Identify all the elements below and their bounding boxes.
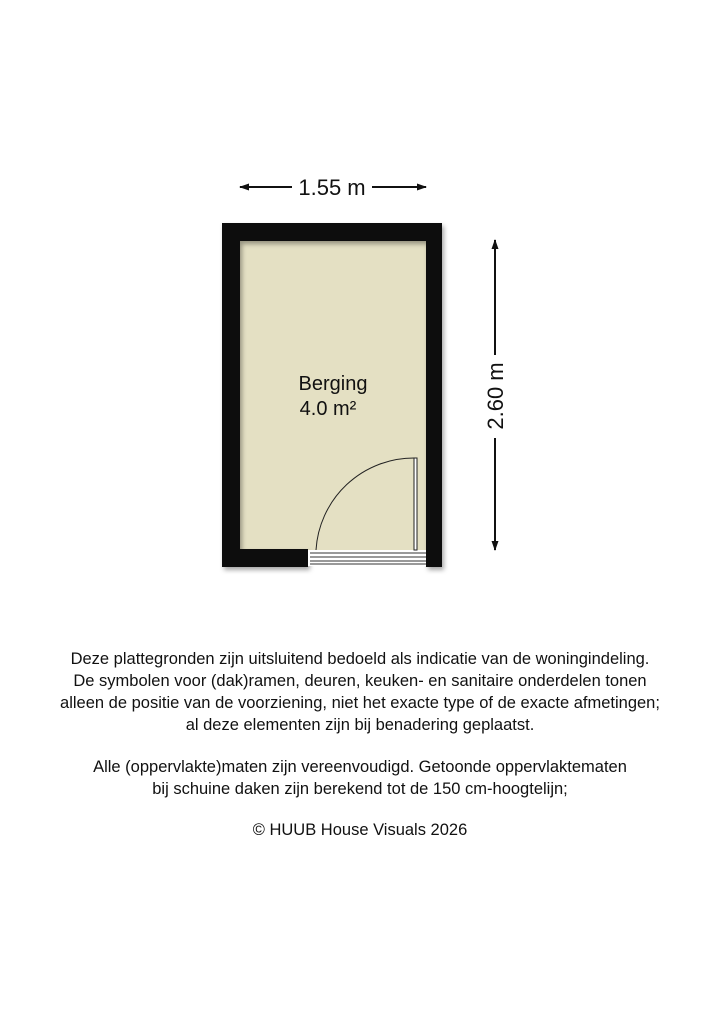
width-dimension-label: 1.55 m [298,175,366,200]
disclaimer-paragraph-1 [0,648,720,736]
disclaimer-line: al deze elementen zijn bij benadering geplaatst. [185,716,535,734]
wall-top [222,223,442,241]
disclaimer-line: Alle (oppervlakte)maten zijn vereenvoudigd. Getoonde oppervlaktematen [93,758,627,776]
door-leaf [414,458,417,550]
disclaimer-line: Deze plattegronden zijn uitsluitend bedoeld als indicatie van de woningindeling. [70,650,650,668]
room-area: 4.0 m² [299,398,357,420]
wall-left [222,223,240,567]
copyright-notice [0,819,720,841]
wall-bottom-left [222,549,308,567]
copyright-text: © HUUB House Visuals 2026 [252,821,468,839]
door-threshold [308,550,426,566]
height-dimension [483,240,508,550]
room-name: Berging [298,373,368,395]
disclaimer-line: De symbolen voor (dak)ramen, deuren, keuken- en sanitaire onderdelen tonen [73,672,647,690]
disclaimer-line: bij schuine daken zijn berekend tot de 150 cm-hoogtelijn; [152,780,568,798]
wall-right [426,223,442,567]
disclaimer-line: alleen de positie van de voorziening, niet het exacte type of de exacte afmetingen; [60,694,660,712]
height-dimension-label: 2.60 m [483,362,508,430]
width-dimension [240,175,426,200]
disclaimer-paragraph-2 [0,756,720,800]
